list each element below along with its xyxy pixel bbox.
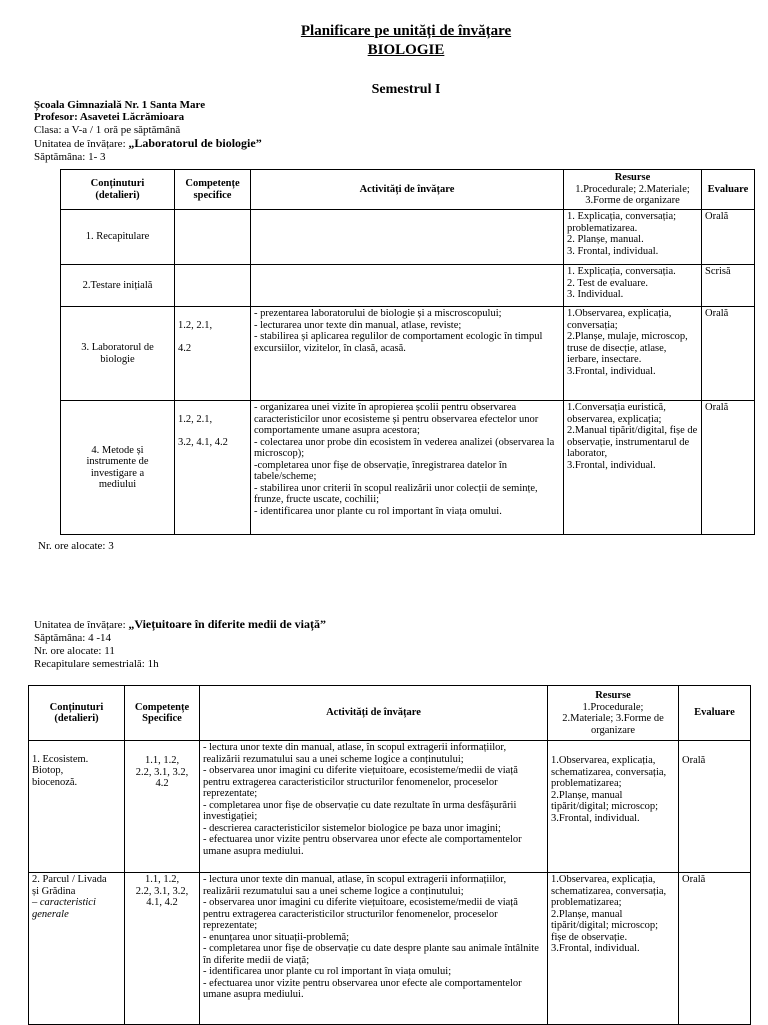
col-header-evaluation: Evaluare bbox=[702, 170, 755, 210]
school-name: Școala Gimnazială Nr. 1 Santa Mare bbox=[34, 99, 206, 111]
cell-evaluation: Orală bbox=[679, 873, 751, 1025]
cell-content: 4. Metode și instrumente de investigare a mediului bbox=[61, 401, 175, 535]
cell-content: 2.Testare inițială bbox=[61, 265, 175, 307]
table-row bbox=[61, 210, 755, 265]
teacher-name: Profesor: Asavetei Lăcrămioara bbox=[34, 111, 185, 123]
cell-competences: 1.1, 1.2, 2.2, 3.1, 3.2, 4.2 bbox=[125, 741, 200, 873]
unit-prefix: Unitatea de învățare: bbox=[34, 619, 129, 631]
col-header-content: Conținuturi (detalieri) bbox=[29, 686, 125, 741]
cell-content bbox=[29, 741, 125, 873]
col-header-competences: Competențe specifice bbox=[175, 170, 251, 210]
cell-competences: 1.2, 2.1, 4.2 bbox=[175, 307, 251, 401]
cell-competences bbox=[175, 210, 251, 265]
content-text: 1. Ecosistem. Biotop, biocenoză. bbox=[32, 753, 89, 788]
resources-title: Resurse bbox=[595, 690, 631, 701]
unit1-table bbox=[60, 169, 755, 535]
cell-resources: 1. Explicația, conversația; problematizarea. 2. Planșe, manual. 3. Frontal, individual. bbox=[564, 210, 702, 265]
col-header-resources bbox=[548, 686, 679, 741]
cell-competences: 1.2, 2.1, 3.2, 4.1, 4.2 bbox=[175, 401, 251, 535]
cell-content: 1. Recapitulare bbox=[61, 210, 175, 265]
unit2-week: Săptămâna: 4 -14 bbox=[34, 632, 111, 644]
col-header-activities: Activități de învățare bbox=[251, 170, 564, 210]
unit2-line bbox=[34, 618, 326, 631]
cell-resources: 1.Observarea, explicația, schematizarea, conversația, problematizarea; 2.Planșe, manual tipărit/digital; microscop; fișe de observație. 3.Frontal, individual. bbox=[548, 873, 679, 1025]
unit2-revision: Recapitulare semestrială: 1h bbox=[34, 658, 159, 670]
doc-title: Planificare pe unități de învățare bbox=[300, 23, 512, 39]
table-row bbox=[29, 873, 751, 1025]
table-row bbox=[61, 307, 755, 401]
cell-activities: - lectura unor texte din manual, atlase, în scopul extragerii informațiilor, realizării rezumatului sau a unei scheme logice a conținutului; - observarea unor imagini cu diferite viețuitoare, ecosisteme/medii de viață pentru extragerea caracteristicilor structurilor fenomenelor, proceselor reprezentate; - enunțarea unor situații-problemă; - completarea unor fișe de observație cu date despre plante sau animale întâlnite în diferite medii de viață; - identificarea unor plante cu rol important în viața omului; - efectuarea unor vizite pentru observarea unor efecte ale comportamentelor umane asupra mediului. bbox=[200, 873, 548, 1025]
cell-resources: 1.Conversația euristică, observarea, explicația; 2.Manual tipărit/digital, fișe de observație, instrumentarul de laborator, 3.Frontal, individual. bbox=[564, 401, 702, 535]
cell-evaluation: Orală bbox=[702, 210, 755, 265]
unit2-hours: Nr. ore alocate: 11 bbox=[34, 645, 115, 657]
unit2-table bbox=[28, 685, 751, 1025]
cell-competences bbox=[175, 265, 251, 307]
cell-evaluation: Orală bbox=[679, 741, 751, 873]
cell-activities: - lectura unor texte din manual, atlase, în scopul extragerii informațiilor, realizării rezumatului sau a unei scheme logice a conținutului; - observarea unor imagini cu diferite viețuitoare, ecosisteme/medii de viață pentru extragerea caracteristicilor structurilor fenomenelor, proceselor reprezentate; - completarea unor fișe de observație cu date rezultate în urma desfășurării investigației; - descrierea caracteristicilor sistemelor biologice pe baza unor imagini; - efectuarea unor vizite pentru observarea unor efecte ale comportamentelor umane asupra mediului. bbox=[200, 741, 548, 873]
resources-subtitle: 1.Procedurale; 2.Materiale; 3.Forme de organizare bbox=[575, 183, 690, 207]
cell-resources: 1. Explicația, conversația. 2. Test de evaluare. 3. Individual. bbox=[564, 265, 702, 307]
unit2-name: „Viețuitoare în diferite medii de viață” bbox=[128, 617, 327, 631]
cell-evaluation: Orală bbox=[702, 401, 755, 535]
class-info: Clasa: a V-a / 1 oră pe săptămână bbox=[34, 124, 181, 136]
cell-content bbox=[29, 873, 125, 1025]
col-header-competences: Competențe Specifice bbox=[125, 686, 200, 741]
cell-evaluation: Orală bbox=[702, 307, 755, 401]
col-header-resources bbox=[564, 170, 702, 210]
cell-activities bbox=[251, 265, 564, 307]
doc-subject: BIOLOGIE bbox=[367, 42, 445, 58]
cell-activities: - prezentarea laboratorului de biologie și a miscroscopului; - lecturarea unor texte din manual, atlase, reviste; - stabilirea și aplicarea regulilor de comportament ecologic în timpul excursiilor, vizitelor, în clasă, acasă. bbox=[251, 307, 564, 401]
unit1-week: Săptămâna: 1- 3 bbox=[34, 151, 106, 163]
unit1-name: „Laboratorul de biologie” bbox=[128, 136, 262, 150]
unit1-line bbox=[34, 137, 262, 150]
content-italic: – caracteristici generale bbox=[32, 897, 96, 920]
unit1-hours: Nr. ore alocate: 3 bbox=[38, 540, 114, 552]
resources-subtitle: 1.Procedurale; 2.Materiale; 3.Forme de organizare bbox=[562, 701, 664, 736]
resources-title: Resurse bbox=[614, 172, 651, 184]
table-row bbox=[29, 741, 751, 873]
cell-competences: 1.1, 1.2, 2.2, 3.1, 3.2, 4.1, 4.2 bbox=[125, 873, 200, 1025]
table-row bbox=[61, 401, 755, 535]
table-row bbox=[61, 265, 755, 307]
semester-label: Semestrul I bbox=[371, 82, 441, 97]
cell-activities bbox=[251, 210, 564, 265]
cell-content: 3. Laboratorul de biologie bbox=[61, 307, 175, 401]
unit-prefix: Unitatea de învățare: bbox=[34, 138, 129, 150]
cell-evaluation: Scrisă bbox=[702, 265, 755, 307]
col-header-activities: Activități de învățare bbox=[200, 686, 548, 741]
content-text: 2. Parcul / Livada și Grădina bbox=[32, 874, 107, 897]
col-header-evaluation: Evaluare bbox=[679, 686, 751, 741]
cell-resources: 1.Observarea, explicația, conversația; 2.Planșe, mulaje, microscop, truse de disecție, atlase, ierbare, insectare. 3.Frontal, individual. bbox=[564, 307, 702, 401]
cell-activities: - organizarea unei vizite în apropierea școlii pentru observarea caracteristicilor unor ecosisteme și pentru observarea efectelor unor comportamente umane asupra acestora; - colectarea unor probe din ecosistem în vederea analizei (observarea la microscop); -completarea unor fișe de observație, înregistrarea datelor în tabele/scheme; - stabilirea unor criterii în scopul realizării unor colecții de semințe, frunze, fructe uscate, cochilii; - identificarea unor plante cu rol important în viața omului. bbox=[251, 401, 564, 535]
col-header-content: Conținuturi (detalieri) bbox=[61, 170, 175, 210]
cell-resources: 1.Observarea, explicația, schematizarea, conversația, problematizarea; 2.Planșe, manual tipărit/digital; microscop; 3.Frontal, individual. bbox=[548, 741, 679, 873]
